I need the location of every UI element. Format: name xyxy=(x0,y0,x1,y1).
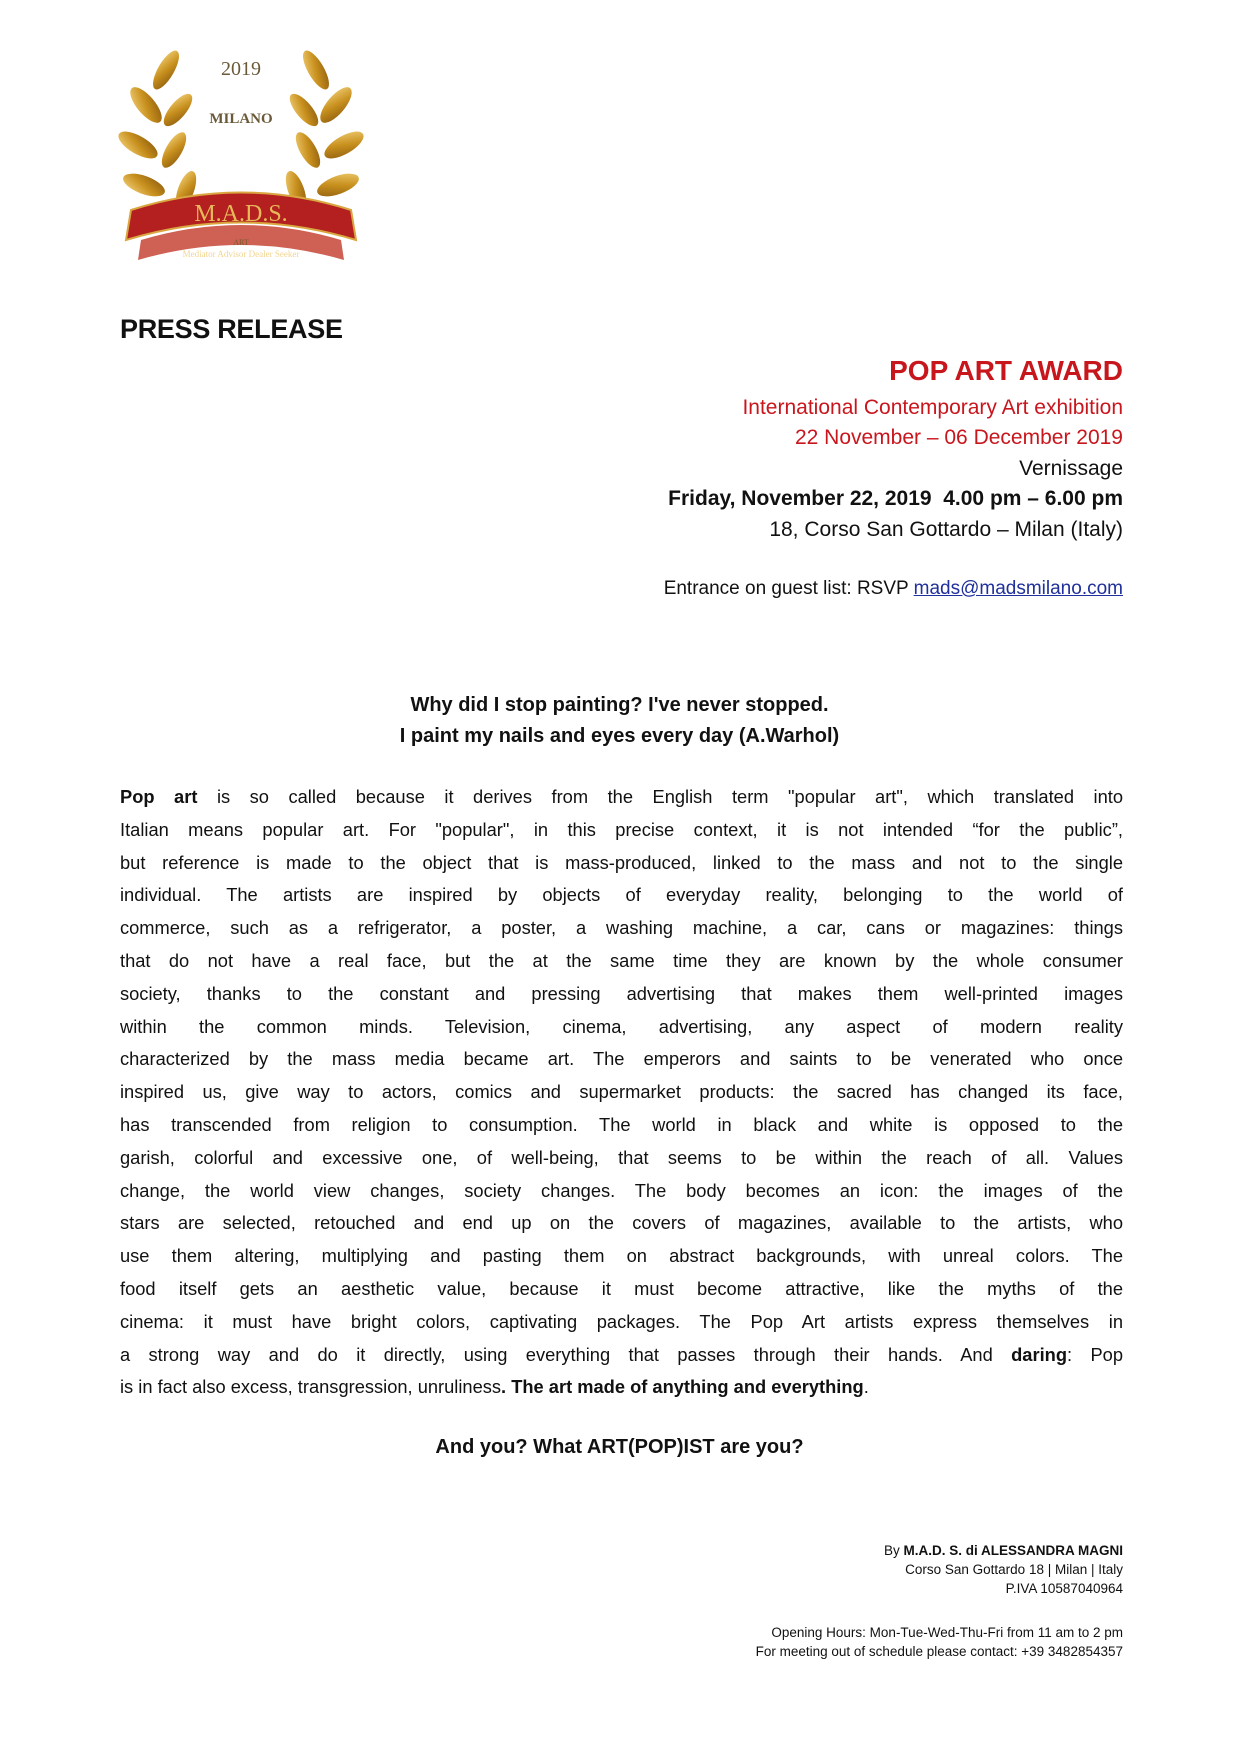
body-line xyxy=(120,1212,1123,1234)
body-line xyxy=(120,1245,1123,1267)
body-line xyxy=(120,1344,1123,1366)
rsvp-line xyxy=(664,578,1123,600)
text-segment: is so called because it derives from the English term "popular art", which translated into xyxy=(197,786,1123,807)
text-segment: commerce, such as a refrigerator, a poster, a washing machine, a car, cans or magazines: things xyxy=(120,917,1123,939)
svg-text:2019: 2019 xyxy=(221,58,261,80)
body-line xyxy=(120,1278,1123,1300)
text-segment: change, the world view changes, society changes. The body becomes an icon: the images of the xyxy=(120,1179,1123,1201)
quote-line-1: Why did I stop painting? I've never stopped. xyxy=(410,694,829,716)
text-segment: within the common minds. Television, cinema, advertising, any aspect of modern reality xyxy=(120,1015,1123,1037)
body-line xyxy=(120,1016,1123,1038)
bold-text: . The art made of anything and everything xyxy=(501,1376,864,1398)
body-line xyxy=(120,1311,1123,1333)
bold-text: daring xyxy=(1011,1343,1068,1365)
footer-by xyxy=(884,1543,1123,1558)
bold-text: Pop art xyxy=(120,786,198,807)
event-address: 18, Corso San Gottardo – Milan (Italy) xyxy=(769,518,1123,541)
text-segment: garish, colorful and excessive one, of well-being, that seems to be within the reach of all. Values xyxy=(120,1146,1123,1168)
event-subtitle: International Contemporary Art exhibition xyxy=(742,396,1123,419)
body-line xyxy=(120,1048,1123,1070)
company-name: M.A.D. S. di ALESSANDRA MAGNI xyxy=(903,1543,1123,1558)
quote-line-2: I paint my nails and eyes every day (A.Warhol) xyxy=(399,725,840,747)
event-dates: 22 November – 06 December 2019 xyxy=(794,426,1123,449)
text-segment: that do not have a real face, but the at the same time they are known by the whole consumer xyxy=(120,950,1123,971)
text-segment: : Pop xyxy=(1067,1343,1123,1365)
svg-text:ART: ART xyxy=(233,238,249,247)
svg-text:Mediator Advisor Dealer Seeker: Mediator Advisor Dealer Seeker xyxy=(182,249,300,259)
vernissage-datetime: Friday, November 22, 2019 4.00 pm – 6.00 pm xyxy=(668,487,1123,510)
text-segment: has transcended from religion to consumption. The world in black and white is opposed to the xyxy=(120,1114,1123,1135)
footer-address: Corso San Gottardo 18 | Milan | Italy xyxy=(905,1562,1123,1577)
svg-text:MILANO: MILANO xyxy=(209,111,273,127)
footer-contact: For meeting out of schedule please contact: +39 3482854357 xyxy=(755,1644,1123,1659)
text-segment: but reference is made to the object that is mass-produced, linked to the mass and not to the single xyxy=(120,851,1123,873)
closing-question: And you? What ART(POP)IST are you? xyxy=(435,1436,804,1458)
body-line xyxy=(120,884,1123,906)
body-line xyxy=(120,1114,1123,1136)
body-line xyxy=(120,983,1123,1005)
laurel-wreath-icon xyxy=(116,25,366,287)
text-segment: a strong way and do it directly, using everything that passes through their hands. And xyxy=(120,1343,1012,1365)
press-release-heading: PRESS RELEASE xyxy=(120,314,343,344)
footer-vat: P.IVA 10587040964 xyxy=(1005,1581,1123,1596)
mads-logo xyxy=(116,25,366,287)
body-line xyxy=(120,1081,1123,1103)
footer-hours: Opening Hours: Mon-Tue-Wed-Thu-Fri from 11 am to 2 pm xyxy=(771,1625,1123,1640)
svg-text:M.A.D.S.: M.A.D.S. xyxy=(194,201,288,227)
text-segment: inspired us, give way to actors, comics and supermarket products: the sacred has changed its face, xyxy=(120,1081,1123,1103)
text-segment: Italian means popular art. For "popular", in this precise context, it is not intended “for the public”, xyxy=(120,818,1123,840)
body-line xyxy=(120,852,1123,874)
text-segment: individual. The artists are inspired by objects of everyday reality, belonging to the world of xyxy=(120,884,1123,906)
text-segment: use them altering, multiplying and pasting them on abstract backgrounds, with unreal colors. The xyxy=(120,1245,1123,1267)
body-line xyxy=(120,786,1123,808)
rsvp-email-link[interactable]: mads@madsmilano.com xyxy=(913,578,1123,599)
body-line xyxy=(120,1180,1123,1202)
body-line xyxy=(120,950,1123,972)
text-segment: society, thanks to the constant and pressing advertising that makes them well-printed images xyxy=(120,982,1123,1004)
body-line xyxy=(120,917,1123,939)
text-segment: cinema: it must have bright colors, captivating packages. The Pop Art artists express themselves in xyxy=(120,1310,1123,1332)
body-line xyxy=(120,1376,1123,1398)
text-segment: food itself gets an aesthetic value, because it must become attractive, like the myths of the xyxy=(120,1278,1123,1299)
by-label: By xyxy=(883,1543,904,1558)
event-title: POP ART AWARD xyxy=(889,355,1123,386)
text-segment: characterized by the mass media became art. The emperors and saints to be venerated who once xyxy=(120,1048,1123,1070)
text-segment: stars are selected, retouched and end up on the covers of magazines, available to the artists, who xyxy=(120,1212,1123,1234)
vernissage-label: Vernissage xyxy=(1019,457,1123,480)
rsvp-label: Entrance on guest list: RSVP xyxy=(663,578,914,599)
body-line xyxy=(120,1147,1123,1169)
text-segment: is in fact also excess, transgression, unruliness xyxy=(120,1376,502,1398)
body-line xyxy=(120,819,1123,841)
text-segment: . xyxy=(863,1376,869,1398)
